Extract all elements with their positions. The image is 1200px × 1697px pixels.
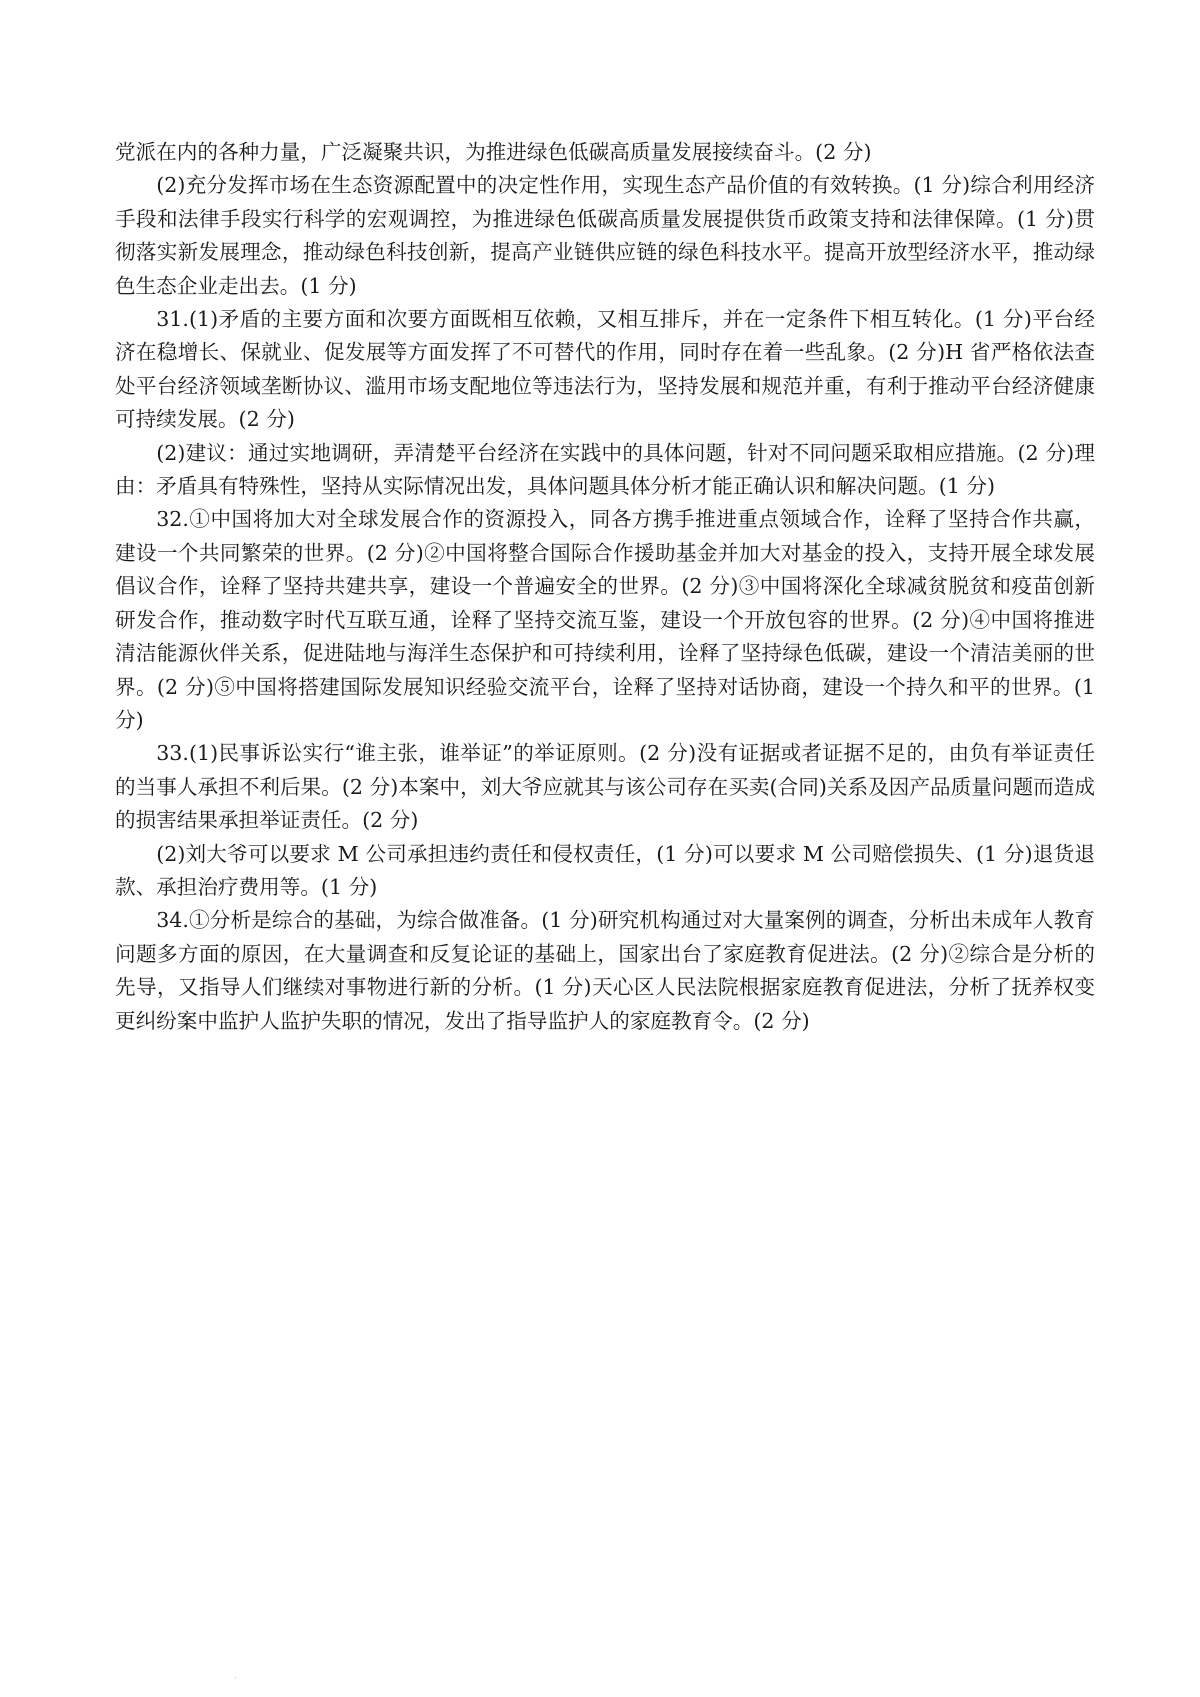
answer-paragraph-32: 32.①中国将加大对全球发展合作的资源投入，同各方携手推进重点领域合作，诠释了坚持合作共赢，建设一个共同繁荣的世界。(2 分)②中国将整合国际合作援助基金并加大对基金的投入，支持开展全球发展倡议合作，诠释了坚持共建共享，建设一个普遍安全的世界。(2 分)③中国将深化全球减贫脱贫和疫苗创新研发合作，推动数字时代互联互通，诠释了坚持交流互鉴，建设一个开放包容的世界。(2 分)④中国将推进清洁能源伙伴关系，促进陆地与海洋生态保护和可持续利用，诠释了坚持绿色低碳，建设一个清洁美丽的世界。(2 分)⑤中国将搭建国际发展知识经验交流平台，诠释了坚持对话协商，建设一个持久和平的世界。(1 分) — [115, 507, 1095, 732]
answer-paragraph-31-2: (2)建议：通过实地调研，弄清楚平台经济在实践中的具体问题，针对不同问题采取相应措施。(2 分)理由：矛盾具有特殊性，坚持从实际情况出发，具体问题具体分析才能正确认识和解决问题。(1 分) — [115, 440, 1095, 499]
answer-paragraph-continuation: 党派在内的各种力量，广泛凝聚共识，为推进绿色低碳高质量发展接续奋斗。(2 分) — [115, 140, 872, 164]
answer-paragraph-30-2: (2)充分发挥市场在生态资源配置中的决定性作用，实现生态产品价值的有效转换。(1 分)综合利用经济手段和法律手段实行科学的宏观调控，为推进绿色低碳高质量发展提供货币政策支持和法律保障。(1 分)贯彻落实新发展理念，推动绿色科技创新，提高产业链供应链的绿色科技水平。提高开放型经济水平，推动绿色生态企业走出去。(1 分) — [115, 173, 1095, 298]
page-footer-mark: · — [234, 1674, 237, 1684]
answer-paragraph-33-2: (2)刘大爷可以要求 M 公司承担违约责任和侵权责任，(1 分)可以要求 M 公司赔偿损失、(1 分)退货退款、承担治疗费用等。(1 分) — [115, 841, 1095, 899]
answer-document — [115, 136, 1095, 1038]
answer-paragraph-31-1: 31.(1)矛盾的主要方面和次要方面既相互依赖，又相互排斥，并在一定条件下相互转化。(1 分)平台经济在稳增长、保就业、促发展等方面发挥了不可替代的作用，同时存在着一些乱象。(2 分)H 省严格依法查处平台经济领域垄断协议、滥用市场支配地位等违法行为，坚持发展和规范并重，有利于推动平台经济健康可持续发展。(2 分) — [115, 307, 1095, 432]
answer-paragraph-33-1: 33.(1)民事诉讼实行“谁主张，谁举证”的举证原则。(2 分)没有证据或者证据不足的，由负有举证责任的当事人承担不利后果。(2 分)本案中，刘大爷应就其与该公司存在买卖(合同)关系及因产品质量问题而造成的损害结果承担举证责任。(2 分) — [115, 741, 1095, 833]
answer-paragraph-34: 34.①分析是综合的基础，为综合做准备。(1 分)研究机构通过对大量案例的调查，分析出未成年人教育问题多方面的原因，在大量调查和反复论证的基础上，国家出台了家庭教育促进法。(2 分)②综合是分析的先导，又指导人们继续对事物进行新的分析。(1 分)天心区人民法院根据家庭教育促进法，分析了抚养权变更纠纷案中监护人监护失职的情况，发出了指导监护人的家庭教育令。(2 分) — [115, 908, 1095, 1033]
